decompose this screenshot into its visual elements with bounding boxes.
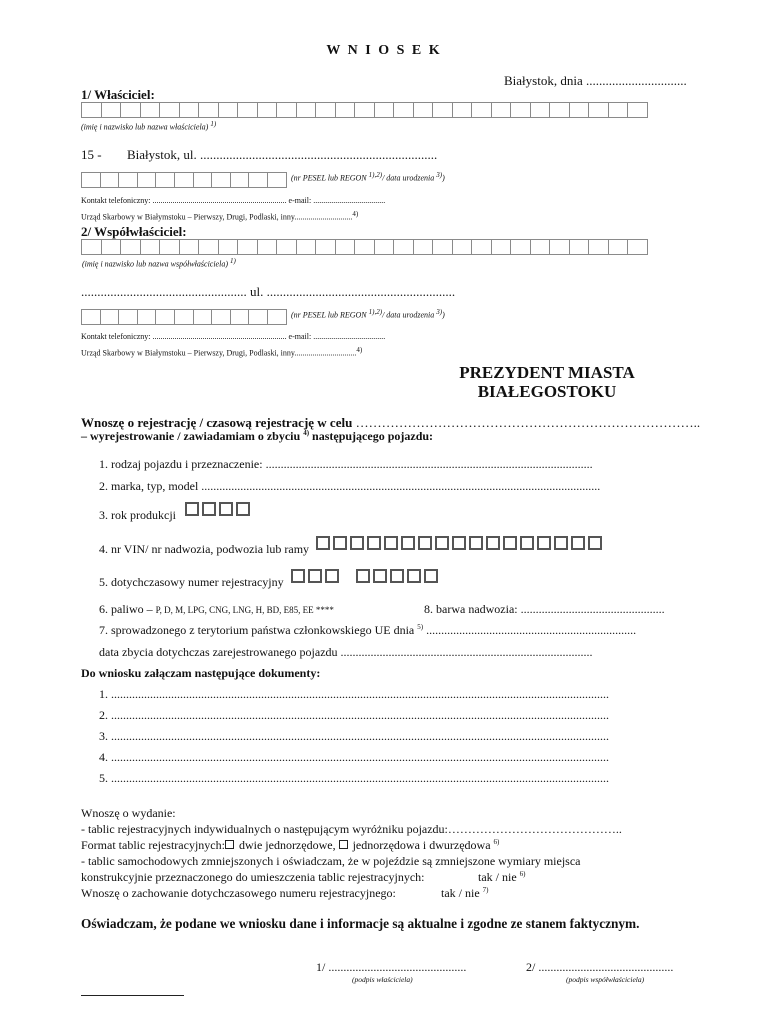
entry-cell[interactable] — [81, 239, 102, 255]
vin-label: 4. nr VIN/ nr nadwozia, podwozia lub ramy — [99, 542, 310, 556]
entry-square[interactable] — [202, 502, 216, 516]
entry-cell[interactable] — [100, 172, 120, 188]
entry-square[interactable] — [424, 569, 438, 583]
entry-square[interactable] — [469, 536, 483, 550]
entry-cell[interactable] — [296, 239, 317, 255]
owner-contact-field[interactable]: Kontakt telefoniczny: ................................................................... e-mail: .................................... — [81, 196, 386, 205]
entry-square[interactable] — [316, 536, 330, 550]
entry-cell[interactable] — [315, 102, 336, 118]
entry-cell[interactable] — [248, 309, 268, 325]
entry-cell[interactable] — [230, 309, 250, 325]
entry-cell[interactable] — [81, 309, 101, 325]
entry-cell[interactable] — [155, 309, 175, 325]
individual-plates-field[interactable]: - tablic rejestracyjnych indywidualnych o następującym wyróżniku pojazdu:…………………………………….. — [81, 822, 622, 836]
entry-cell[interactable] — [120, 239, 141, 255]
entry-cell[interactable] — [569, 102, 590, 118]
document-item-5[interactable]: 5. ...................................................................................................................................................................... — [99, 771, 609, 785]
owner-tax-office-field[interactable]: Urząd Skarbowy w Białymstoku – Pierwszy, Drugi, Podlaski, inny.............................$^{4)}$ — [81, 210, 359, 222]
entry-cell[interactable] — [218, 102, 239, 118]
co-owner-id-note: (nr PESEL lub REGON $^{1),2)}$/ data urodzenia $^{3)}$) — [291, 308, 445, 320]
reduced-plates-yes-no[interactable]: tak / nie $^{6)}$ — [478, 870, 526, 884]
owner-name-boxes[interactable] — [81, 102, 647, 118]
reduced-plates-line-2: konstrukcyjnie przeznaczonego do umieszczenia tablic rejestracyjnych: — [81, 870, 425, 884]
owner-id-note: (nr PESEL lub REGON $^{1),2)}$/ data urodzenia $^{3)}$) — [291, 171, 445, 183]
entry-cell[interactable] — [335, 239, 356, 255]
entry-cell[interactable] — [237, 239, 258, 255]
vehicle-make-field[interactable]: 2. marka, typ, model ..................................................................................................................................... — [99, 479, 601, 493]
keep-number-label: Wnoszę o zachowanie dotychczasowego numeru rejestracyjnego: — [81, 886, 396, 900]
entry-square[interactable] — [554, 536, 568, 550]
entry-cell[interactable] — [608, 239, 629, 255]
registration-number-boxes[interactable] — [291, 571, 441, 585]
entry-cell[interactable] — [276, 239, 297, 255]
declaration: Oświadczam, że podane we wniosku dane i informacje są aktualne i zgodne ze stanem faktycznym. — [81, 916, 640, 931]
entry-square[interactable] — [308, 569, 322, 583]
entry-cell[interactable] — [296, 102, 317, 118]
keep-number-yes-no[interactable]: tak / nie $^{7)}$ — [441, 886, 489, 900]
entry-cell[interactable] — [193, 309, 213, 325]
document-item-4[interactable]: 4. ...................................................................................................................................................................... — [99, 750, 609, 764]
owner-id-boxes[interactable] — [81, 172, 286, 188]
entry-cell[interactable] — [230, 172, 250, 188]
entry-cell[interactable] — [413, 102, 434, 118]
document-item-3[interactable]: 3. ...................................................................................................................................................................... — [99, 729, 609, 743]
entry-square[interactable] — [325, 569, 339, 583]
request-line-2: – wyrejestrowanie / zawiadamiam o zbyciu $^{4)}$ następującego pojazdu: — [81, 429, 434, 443]
entry-cell[interactable] — [118, 309, 138, 325]
entry-square[interactable] — [435, 536, 449, 550]
entry-square[interactable] — [350, 536, 364, 550]
owner-address-field[interactable]: Białystok, ul. ......................................................................... — [127, 147, 438, 162]
co-owner-name-boxes[interactable] — [81, 239, 647, 255]
co-owner-name-note: (imię i nazwisko lub nazwa współwłaściciela) $^{1)}$ — [82, 257, 236, 269]
entry-cell[interactable] — [140, 102, 161, 118]
entry-cell[interactable] — [101, 102, 122, 118]
request-line-1: Wnoszę o rejestrację / czasową rejestrację w celu …………………………………………………………………….. — [81, 415, 701, 430]
vin-boxes[interactable] — [316, 538, 605, 552]
entry-square[interactable] — [367, 536, 381, 550]
fuel-field[interactable]: 6. paliwo – P, D, M, LPG, CNG, LNG, H, BD, E85, EE **** — [99, 602, 334, 616]
document-item-2[interactable]: 2. ...................................................................................................................................................................... — [99, 708, 609, 722]
entry-cell[interactable] — [155, 172, 175, 188]
entry-cell[interactable] — [218, 239, 239, 255]
document-item-1[interactable]: 1. ...................................................................................................................................................................... — [99, 687, 609, 701]
entry-cell[interactable] — [530, 102, 551, 118]
entry-cell[interactable] — [257, 102, 278, 118]
entry-cell[interactable] — [237, 102, 258, 118]
entry-cell[interactable] — [315, 239, 336, 255]
entry-cell[interactable] — [588, 102, 609, 118]
owner-heading: 1/ Właściciel: — [81, 87, 155, 102]
entry-cell[interactable] — [588, 239, 609, 255]
entry-cell[interactable] — [452, 102, 473, 118]
entry-cell[interactable] — [118, 172, 138, 188]
co-owner-contact-field[interactable]: Kontakt telefoniczny: ................................................................... e-mail: .................................... — [81, 332, 386, 341]
entry-cell[interactable] — [627, 239, 648, 255]
entry-square[interactable] — [588, 536, 602, 550]
entry-square[interactable] — [390, 569, 404, 583]
production-year-row — [99, 502, 253, 523]
checkbox-single-and-double-row[interactable] — [339, 840, 348, 849]
reduced-plates-line-1: - tablic samochodowych zmniejszonych i oświadczam, że w pojeździe są zmniejszone wymiary miejsca — [81, 854, 581, 868]
issue-heading: Wnoszę o wydanie: — [81, 806, 176, 820]
entry-cell[interactable] — [257, 239, 278, 255]
entry-cell[interactable] — [179, 239, 200, 255]
entry-cell[interactable] — [393, 102, 414, 118]
documents-heading: Do wniosku załączam następujące dokumenty: — [81, 666, 321, 680]
entry-cell[interactable] — [276, 102, 297, 118]
entry-cell[interactable] — [211, 309, 231, 325]
entry-cell[interactable] — [137, 172, 157, 188]
entry-cell[interactable] — [569, 239, 590, 255]
plate-format-single-label: dwie jednorzędowe, — [235, 838, 339, 852]
entry-cell[interactable] — [432, 239, 453, 255]
co-owner-address-field[interactable]: ................................................... ul. .......................................................... — [81, 284, 456, 299]
registration-number-label: 5. dotychczasowy numer rejestracyjny — [99, 575, 284, 589]
entry-square[interactable] — [537, 536, 551, 550]
entry-cell[interactable] — [120, 102, 141, 118]
entry-cell[interactable] — [491, 102, 512, 118]
entry-cell[interactable] — [627, 102, 648, 118]
sale-date-field[interactable]: data zbycia dotychczas zarejestrowanego pojazdu .................................................................................... — [99, 645, 593, 659]
vin-row — [99, 536, 605, 557]
entry-cell[interactable] — [491, 239, 512, 255]
entry-cell[interactable] — [432, 102, 453, 118]
addressee — [427, 363, 667, 401]
entry-square[interactable] — [520, 536, 534, 550]
entry-cell[interactable] — [179, 102, 200, 118]
footnote-divider — [81, 995, 184, 996]
entry-cell[interactable] — [374, 239, 395, 255]
entry-cell[interactable] — [198, 239, 219, 255]
entry-cell[interactable] — [193, 172, 213, 188]
co-owner-id-boxes[interactable] — [81, 309, 286, 325]
entry-cell[interactable] — [174, 172, 194, 188]
entry-cell[interactable] — [471, 239, 492, 255]
entry-square[interactable] — [236, 502, 250, 516]
addressee-line-1: PREZYDENT MIASTA — [459, 363, 635, 382]
entry-cell[interactable] — [81, 172, 101, 188]
entry-square[interactable] — [407, 569, 421, 583]
entry-cell[interactable] — [608, 102, 629, 118]
entry-cell[interactable] — [354, 102, 375, 118]
entry-square[interactable] — [452, 536, 466, 550]
entry-cell[interactable] — [549, 239, 570, 255]
entry-cell[interactable] — [100, 309, 120, 325]
registration-number-row — [99, 569, 441, 590]
entry-cell[interactable] — [267, 172, 287, 188]
plate-format-row: Format tablic rejestracyjnych: dwie jednorzędowe, jednorzędowa i dwurzędowa $^{6)}$ — [81, 838, 500, 852]
co-owner-signature-field[interactable]: 2/ ............................................. — [526, 960, 674, 974]
entry-square[interactable] — [185, 502, 199, 516]
entry-cell[interactable] — [140, 239, 161, 255]
owner-signature-label: (podpis właściciela) — [352, 975, 413, 984]
entry-cell[interactable] — [198, 102, 219, 118]
entry-cell[interactable] — [510, 102, 531, 118]
entry-cell[interactable] — [137, 309, 157, 325]
entry-square[interactable] — [219, 502, 233, 516]
entry-cell[interactable] — [549, 102, 570, 118]
entry-cell[interactable] — [393, 239, 414, 255]
entry-square[interactable] — [373, 569, 387, 583]
entry-cell[interactable] — [530, 239, 551, 255]
entry-cell[interactable] — [267, 309, 287, 325]
entry-cell[interactable] — [159, 239, 180, 255]
checkbox-two-single-row[interactable] — [225, 840, 234, 849]
entry-square[interactable] — [333, 536, 347, 550]
entry-cell[interactable] — [81, 102, 102, 118]
entry-cell[interactable] — [174, 309, 194, 325]
form-title: W N I O S E K — [326, 43, 442, 58]
entry-square[interactable] — [571, 536, 585, 550]
co-owner-heading: 2/ Współwłaściciel: — [81, 224, 187, 239]
owner-name-note: (imię i nazwisko lub nazwa właściciela) $^{1)}$ — [81, 120, 217, 132]
co-owner-tax-office-field[interactable]: Urząd Skarbowy w Białymstoku – Pierwszy, Drugi, Podlaski, inny...............................$^{4)}$ — [81, 346, 363, 358]
entry-square[interactable] — [384, 536, 398, 550]
body-color-field[interactable]: 8. barwa nadwozia: ................................................ — [424, 602, 665, 616]
entry-cell[interactable] — [374, 102, 395, 118]
addressee-line-2: BIAŁEGOSTOKU — [477, 382, 617, 401]
vehicle-type-field[interactable]: 1. rodzaj pojazdu i przeznaczenie: ............................................................................................................. — [99, 457, 593, 471]
entry-square[interactable] — [401, 536, 415, 550]
entry-square[interactable] — [503, 536, 517, 550]
plate-format-double-label: jednorzędowa i dwurzędowa — [349, 838, 491, 852]
import-date-field[interactable]: 7. sprowadzonego z terytorium państwa członkowskiego UE dnia $^{5)}$ ...................................................................... — [99, 623, 637, 637]
entry-cell[interactable] — [211, 172, 231, 188]
place-date-field[interactable]: Białystok, dnia ............................... — [504, 73, 687, 88]
entry-square[interactable] — [418, 536, 432, 550]
entry-cell[interactable] — [101, 239, 122, 255]
entry-cell[interactable] — [510, 239, 531, 255]
entry-cell[interactable] — [354, 239, 375, 255]
entry-cell[interactable] — [452, 239, 473, 255]
entry-square[interactable] — [486, 536, 500, 550]
co-owner-signature-label: (podpis współwłaściciela) — [566, 975, 645, 984]
entry-square[interactable] — [291, 569, 305, 583]
entry-cell[interactable] — [159, 102, 180, 118]
entry-cell[interactable] — [413, 239, 434, 255]
production-year-boxes[interactable] — [185, 504, 253, 518]
owner-signature-field[interactable]: 1/ .............................................. — [316, 960, 467, 974]
plate-format-label: Format tablic rejestracyjnych: — [81, 838, 225, 852]
entry-square[interactable] — [356, 569, 370, 583]
owner-postal-code: 15 - — [81, 147, 102, 162]
entry-cell[interactable] — [248, 172, 268, 188]
entry-cell[interactable] — [335, 102, 356, 118]
entry-cell[interactable] — [471, 102, 492, 118]
production-year-label: 3. rok produkcji — [99, 508, 176, 522]
